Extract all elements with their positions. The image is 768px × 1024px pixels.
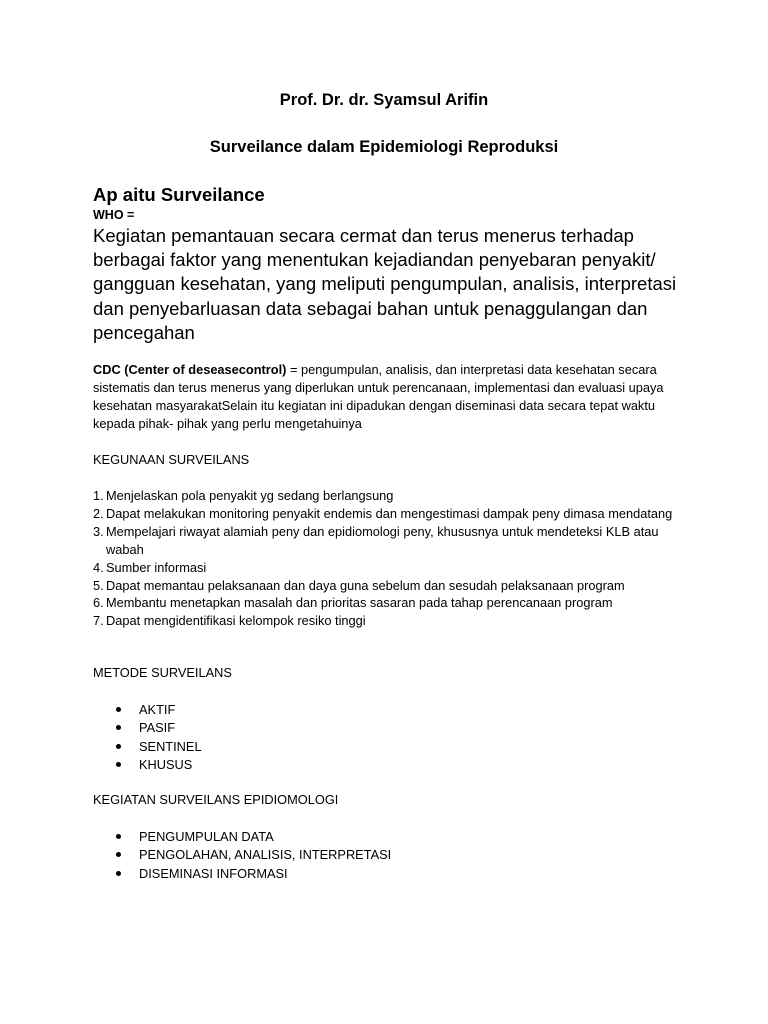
item-text: Sumber informasi (106, 559, 207, 575)
list-item (116, 846, 391, 864)
item-text: Dapat melakukan monitoring penyakit endemis dan mengestimasi dampak peny dimasa mendatang (106, 505, 673, 521)
item-text: KHUSUS (139, 756, 193, 772)
item-text: Menjelaskan pola penyakit yg sedang berlangsung (106, 488, 394, 503)
kegunaan-list (93, 487, 693, 630)
item-text: Mempelajari riwayat alamiah peny dan epidiomologi peny, khususnya untuk mendeteksi KLB atau wabah (106, 523, 659, 557)
list-item (116, 701, 202, 719)
item-text: Dapat mengidentifikasi kelompok resiko tinggi (106, 613, 366, 629)
cdc-definition: = pengumpulan, analisis, dan interpretasi data kesehatan secara sistematis dan terus menerus yang diperlukan untuk perencanaan, implementasi dan evaluasi upaya kesehatan masyarakatSelain itu kegiatan ini dipadukan dengan diseminasi data secara tepat waktu kepada pihak- pihak yang perlu mengetahuinya (93, 362, 664, 431)
bullet-icon (116, 707, 121, 712)
item-text: DISEMINASI INFORMASI (139, 865, 288, 881)
cdc-paragraph (93, 361, 683, 433)
list-item (93, 505, 693, 523)
kegiatan-heading: KEGIATAN SURVEILANS EPIDIOMOLOGI (93, 792, 339, 807)
item-text: PENGOLAHAN, ANALISIS, INTERPRETASI (139, 847, 392, 863)
bullet-icon (116, 744, 121, 749)
item-number: 2. (93, 505, 104, 521)
list-item (93, 594, 693, 612)
list-item (93, 577, 693, 595)
list-item (93, 523, 693, 559)
item-text: AKTIF (139, 702, 176, 717)
kegiatan-list (116, 828, 391, 883)
list-item (116, 719, 202, 737)
bullet-icon (116, 762, 121, 767)
list-item (116, 738, 202, 756)
list-item (93, 559, 693, 577)
list-item (116, 865, 391, 883)
item-text: PASIF (139, 720, 176, 736)
item-text: PENGUMPULAN DATA (139, 829, 274, 844)
bullet-icon (116, 871, 121, 876)
bullet-icon (116, 852, 121, 857)
metode-heading: METODE SURVEILANS (93, 665, 232, 680)
kegunaan-heading: KEGUNAAN SURVEILANS (93, 452, 250, 467)
author-name: Prof. Dr. dr. Syamsul Arifin (279, 91, 489, 109)
list-item (116, 756, 202, 774)
list-item (93, 612, 693, 630)
list-item (116, 828, 391, 846)
item-text: SENTINEL (139, 738, 202, 754)
who-label: WHO = (93, 208, 135, 222)
item-number: 5. (93, 577, 104, 593)
section-heading: Ap aitu Surveilance (93, 184, 265, 205)
item-text: Membantu menetapkan masalah dan prioritas sasaran pada tahap perencanaan program (106, 595, 613, 611)
cdc-term: CDC (Center of deseasecontrol) (93, 362, 287, 377)
item-text: Dapat memantau pelaksanaan dan daya guna sebelum dan sesudah pelaksanaan program (106, 577, 625, 593)
item-number: 1. (93, 488, 104, 503)
item-number: 7. (93, 613, 104, 629)
who-definition: Kegiatan pemantauan secara cermat dan terus menerus terhadap berbagai faktor yang menentukan kejadiandan penyebaran penyakit/ gangguan kesehatan, yang meliputi pengumpulan, analisis, interpretasi dan penyebarluasan data sebagai bahan untuk penaggulangan dan pencegahan (93, 225, 677, 343)
item-number: 4. (93, 559, 104, 575)
metode-list (116, 701, 202, 774)
item-number: 3. (93, 523, 104, 539)
bullet-icon (116, 725, 121, 730)
list-item (93, 487, 693, 505)
bullet-icon (116, 834, 121, 839)
item-number: 6. (93, 595, 104, 611)
document-title: Surveilance dalam Epidemiologi Reproduksi (209, 138, 559, 156)
